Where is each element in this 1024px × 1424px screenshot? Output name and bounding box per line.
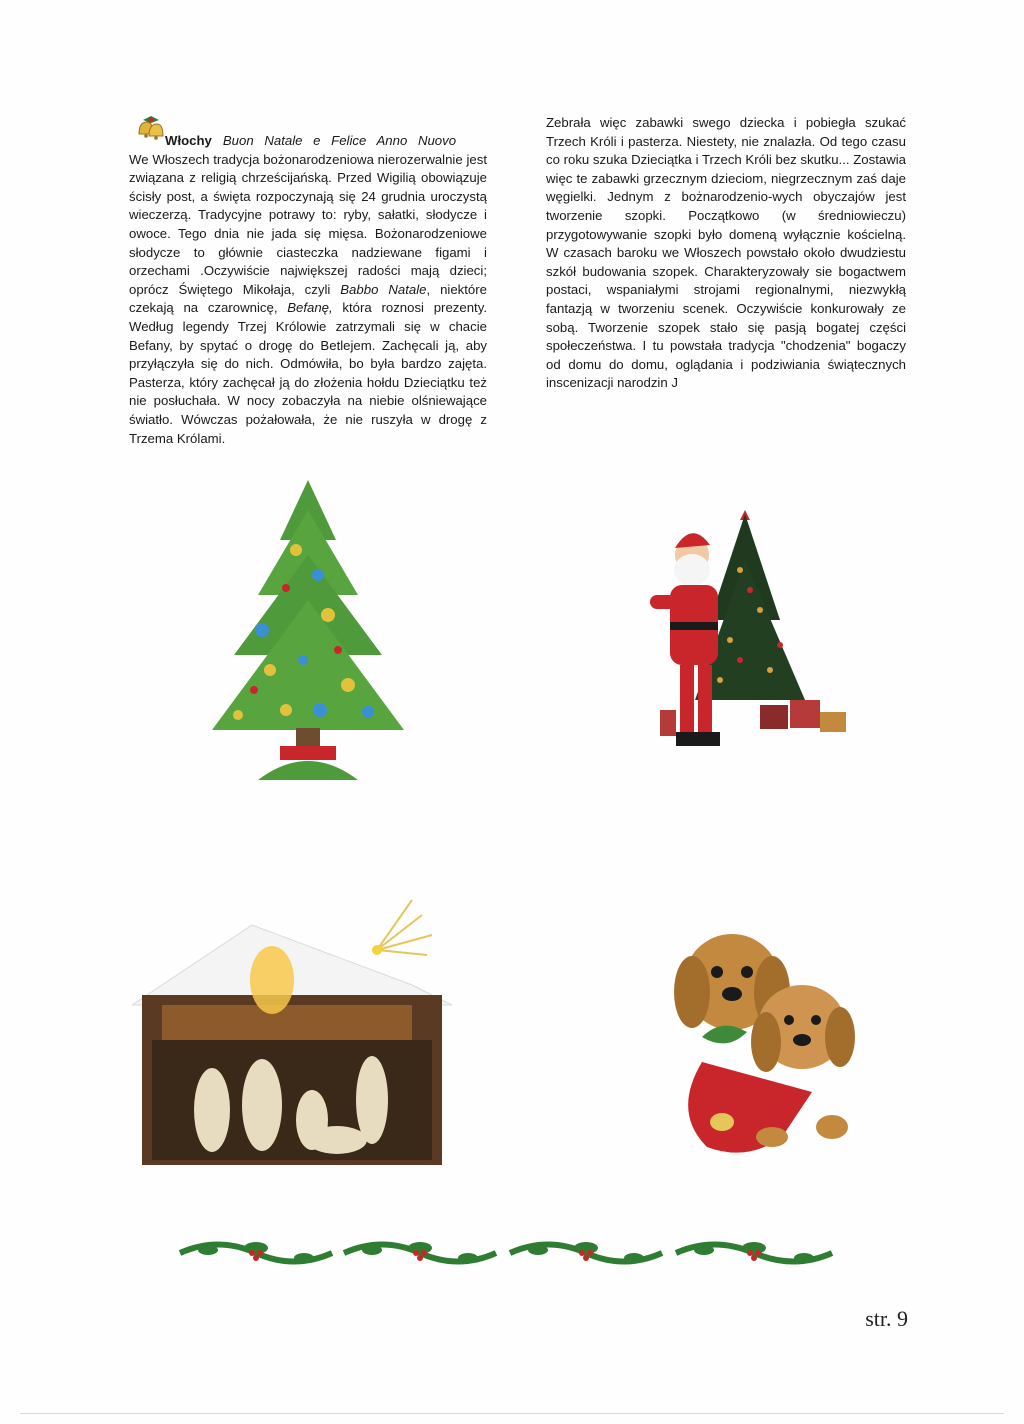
- left-body-part-2: , niektóre czekają na czarownicę,: [129, 281, 487, 316]
- santa-claus-icon: [640, 500, 860, 760]
- left-body-paragraph: [129, 151, 487, 449]
- right-text-column: [546, 114, 906, 393]
- christmas-tree-icon: [198, 480, 418, 790]
- bottom-rule: [20, 1413, 1004, 1414]
- country-title: Włochy: [165, 133, 212, 148]
- article-heading: [129, 132, 487, 151]
- left-text-column: [129, 132, 487, 448]
- left-body-part-1: We Włoszech tradycja bożonarodzeniowa nierozerwalnie jest związana z religią chrześcijańską. Przed Wigilią obowiązuje ścisły post, a święta rozpoczynają się 24 grudnia uroczystą wieczerzą. Tradycyjne potrawy to: ryby, sałatki, słodycze i owoce. Tego dnia nie jada się mięsa. Bożonarodzeniowe słodycze to głównie ciasteczka nadziewane figami i orzechami .Oczywiście największej radości mają dzieci; oprócz Świętego Mikołaja, czyli: [129, 151, 487, 297]
- babbo-natale: Babbo Natale: [340, 281, 427, 297]
- holly-garland-icon: [342, 1236, 498, 1270]
- left-body-part-3: która roznosi prezenty. Według legendy Trzej Królowie zatrzymali się w chacie Befany, by spytać o drogę do Betlejem. Zachęcali ją, aby przyłączyła się do nich. Odmówiła, bo była bardzo zajęta. Pasterza, który zachęcał ją do złożenia hołdu Dzieciątku też nie posłuchała. W nocy zobaczyła na niebie olśniewające światło. Wówczas pożałowała, że nie ruszyła w drogę z Trzema Królami.: [129, 300, 487, 446]
- page-number: str. 9: [865, 1306, 908, 1331]
- nativity-scene-icon: [132, 895, 452, 1175]
- holly-garland-icon: [508, 1236, 664, 1270]
- puppies-in-stocking-icon: [662, 912, 867, 1157]
- holly-garland-icon: [674, 1236, 834, 1270]
- holiday-greeting: Buon Natale e Felice Anno Nuovo: [222, 133, 457, 148]
- befana: Befanę,: [287, 300, 333, 316]
- holly-garland-icon: [178, 1236, 334, 1270]
- right-body-paragraph: Zebrała więc zabawki swego dziecka i pobiegła szukać Trzech Króli i pasterza. Niestety, nie znalazła. Od tego czasu co roku szuka Dzieciątka i Trzech Króli bez skutku... Zostawia więc te zabawki grzecznym dzieciom, niegrzecznym zaś daje węgielki. Jednym z bożnarodzenio-wych obyczajów jest tworzenie szopki. Początkowo (w średniowieczu) przygotowywanie szopki było domeną wyłącznie kościelną. W czasach baroku we Włoszech powstało około dwudziestu szkół budowania szopek. Charakteryzowały sie bogactwem postaci, wspaniałymi strojami regionalnymi, niezwykłą fantazją w tworzeniu scenek. Oczywiście konkurowały ze sobą. Tworzenie szopek stało się pasją bogatej części społeczeństwa. I tu powstała tradycja "chodzenia" bogaczy od domu do domu, oglądania i podziwiania świątecznych inscenizacji narodzin J: [546, 115, 906, 391]
